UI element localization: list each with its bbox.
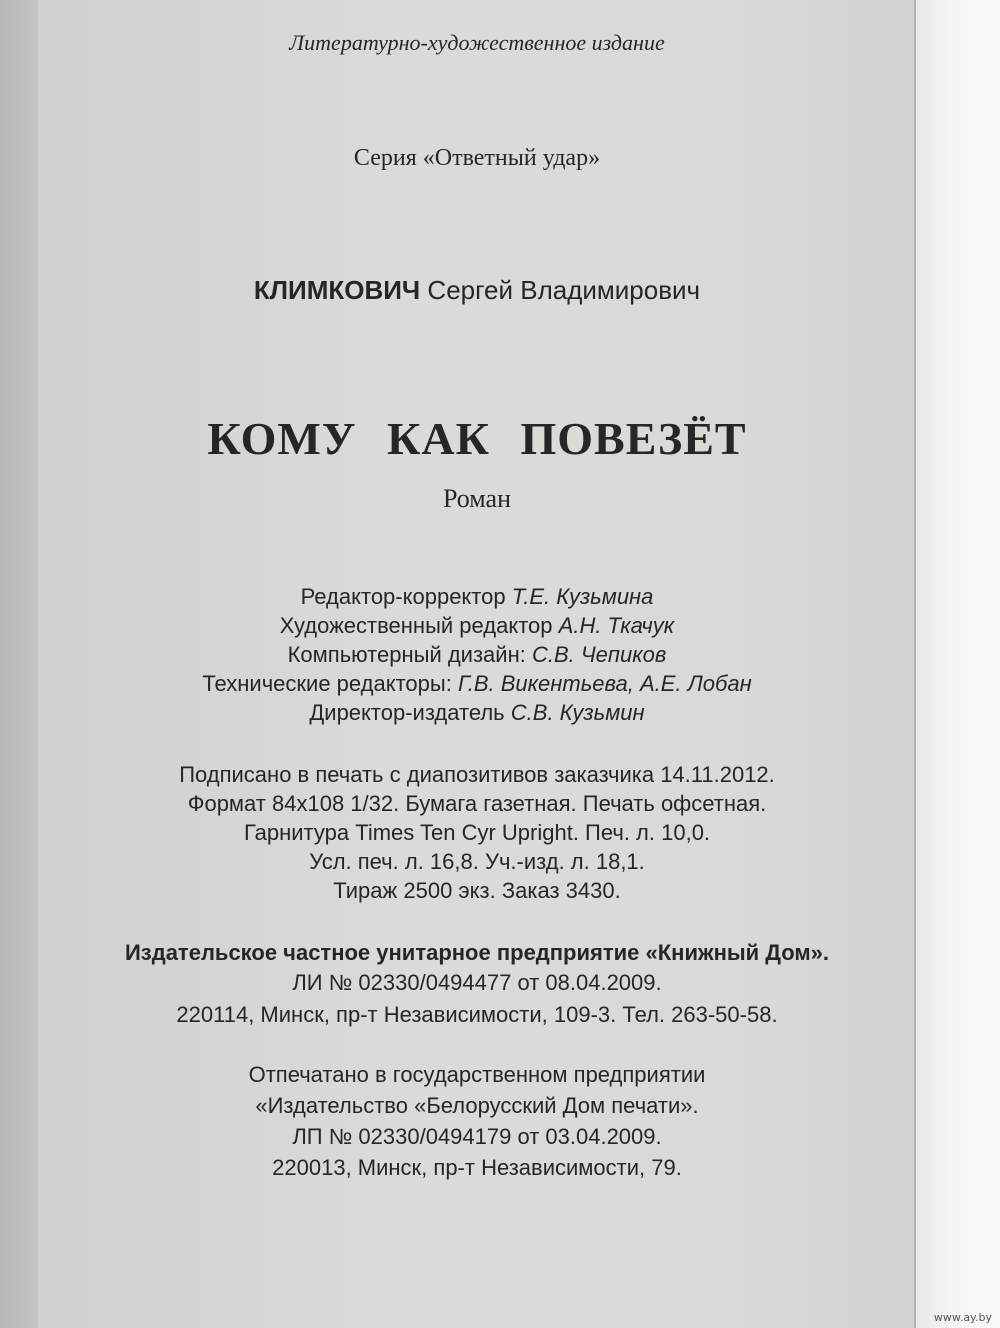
series-name: Серия «Ответный удар» [353,145,601,171]
publisher-name: Издательское частное унитарное предприятие «Книжный Дом». [124,940,830,965]
credit-line [38,584,916,610]
author-given-names: Сергей Владимирович [427,275,701,305]
credit-person: А.Н. Ткачук [558,613,675,638]
print-info-line: Усл. печ. л. 16,8. Уч.-изд. л. 18,1. [309,849,645,874]
credit-person: Г.В. Викентьева, А.Е. Лобан [457,671,752,696]
credit-line [38,700,916,726]
print-info-line: Гарнитура Times Ten Cyr Upright. Печ. л. 10,0. [243,820,711,845]
credit-person: Т.Е. Кузьмина [511,584,654,609]
watermark: www.ay.by [933,1311,992,1324]
edition-type: Литературно-художественное издание [289,30,665,55]
printer-name: «Издательство «Белорусский Дом печати». [255,1093,699,1118]
print-info-line: Подписано в печать с диапозитивов заказчика 14.11.2012. [179,762,775,787]
book-genre: Роман [442,484,512,513]
credit-role: Художественный редактор [279,613,553,638]
print-info-line: Формат 84x108 1/32. Бумага газетная. Печать офсетная. [187,791,767,816]
publisher-address: 220114, Минск, пр-т Независимости, 109-3. Тел. 263-50-58. [176,1002,778,1027]
credit-line [38,671,916,697]
credit-line [38,642,916,668]
print-info-line: Тираж 2500 экз. Заказ 3430. [333,878,621,903]
publisher-license: ЛИ № 02330/0494477 от 08.04.2009. [292,970,662,995]
credit-role: Компьютерный дизайн: [287,642,526,667]
credit-role: Директор-издатель [309,700,505,725]
book-title: КОМУ КАК ПОВЕЗЁТ [207,413,747,464]
credit-role: Технические редакторы: [202,671,452,696]
credit-person: С.В. Кузьмин [510,700,645,725]
credit-role: Редактор-корректор [300,584,506,609]
credit-line [38,613,916,639]
printer-address: 220013, Минск, пр-т Независимости, 79. [272,1155,682,1180]
author-surname: КЛИМКОВИЧ [253,275,421,305]
printer-line: Отпечатано в государственном предприятии [248,1062,706,1087]
background-surface [916,0,1000,1328]
credit-person: С.В. Чепиков [531,642,667,667]
page-left-shadow [0,0,40,1328]
printer-license: ЛП № 02330/0494179 от 03.04.2009. [292,1124,662,1149]
author-line [38,275,916,306]
